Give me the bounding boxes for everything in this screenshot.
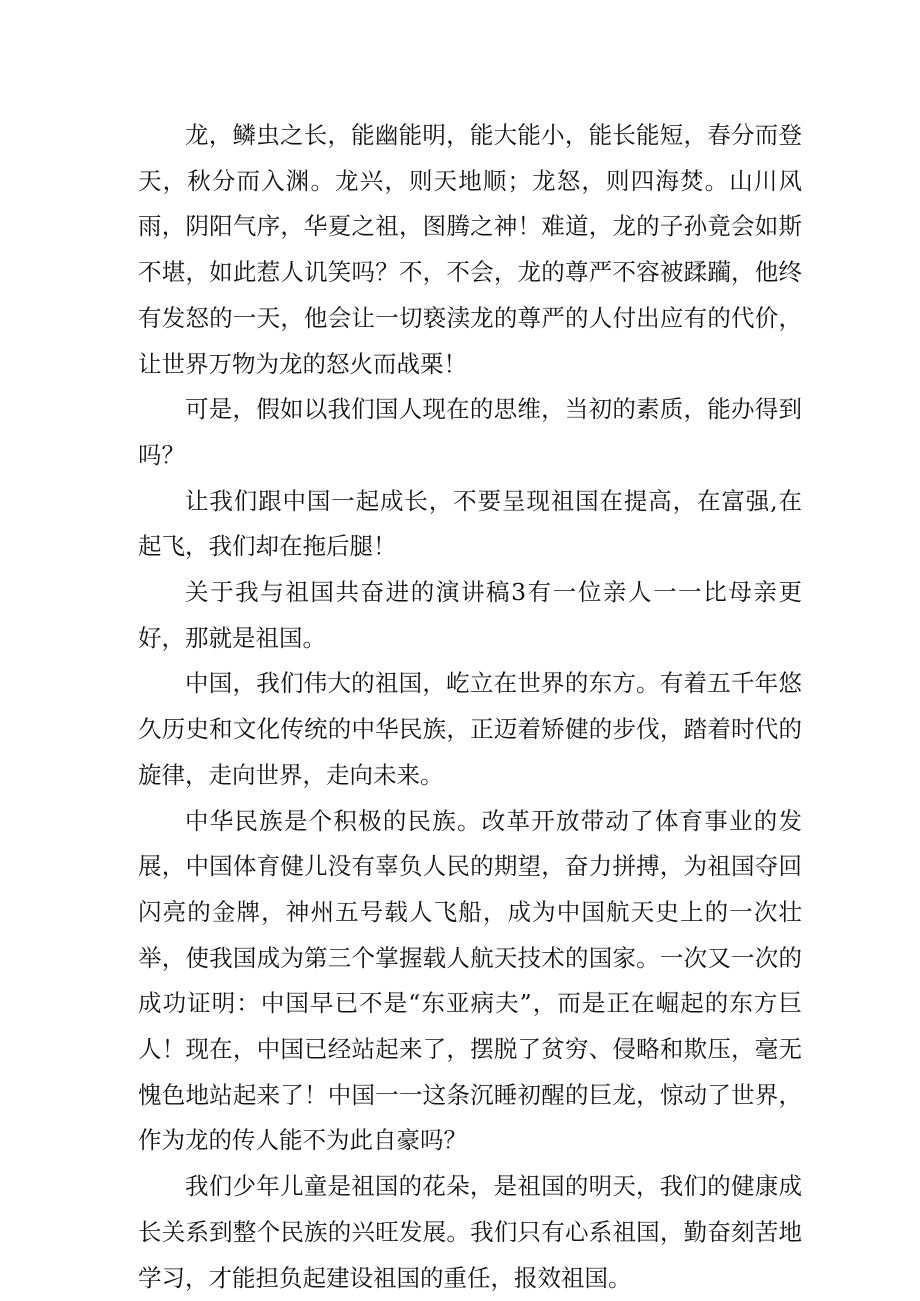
- paragraph-nation-achievements: 中华民族是个积极的民族。改革开放带动了体育事业的发展，中国体育健儿没有辜负人民的期望，奋力拼搏，为祖国夺回闪亮的金牌，神州五号载人飞船，成为中国航天史上的一次壮举，使我国成为第三个掌握载人航天技术的国家。一次又一次的成功证明：中国早已不是“东亚病夫”，而是正在崛起的东方巨人！现在，中国已经站起来了，摆脱了贫穷、侵略和欺压，毫无愧色地站起来了！中国一一这条沉睡初醒的巨龙，惊动了世界，作为龙的传人能不为此自豪吗？: [138, 806, 802, 1155]
- paragraph-grow-together: 让我们跟中国一起成长，不要呈现祖国在提高，在富强,在起飞，我们却在拖后腿！: [138, 486, 802, 561]
- paragraph-speech-3-intro: 关于我与祖国共奋进的演讲稿3有一位亲人一一比母亲更好，那就是祖国。: [138, 578, 802, 652]
- paragraph-question: 可是，假如以我们国人现在的思维，当初的素质，能办得到吗？: [138, 395, 802, 469]
- paragraph-dragon: 龙，鳞虫之长，能幽能明，能大能小，能长能短，春分而登天，秋分而入渊。龙兴，则天地顺；龙怒，则四海焚。山川风雨，阴阳气序，华夏之祖，图腾之神！难道，龙的子孙竟会如斯不堪，如此惹人讥笑吗？不，不会，龙的尊严不容被蹂躏，他终有发怒的一天，他会让一切亵渎龙的尊严的人付出应有的代价，让世界万物为龙的怒火而战栗！: [138, 121, 802, 378]
- document-body: [138, 113, 802, 1301]
- paragraph-youth: 我们少年儿童是祖国的花朵，是祖国的明天，我们的健康成长关系到整个民族的兴旺发展。我们只有心系祖国，勤奋刻苦地学习，才能担负起建设祖国的重任，报效祖国。: [138, 1172, 802, 1292]
- paragraph-china-east: 中国，我们伟大的祖国，屹立在世界的东方。有着五千年悠久历史和文化传统的中华民族，正迈着矫健的步伐，踏着时代的旋律，走向世界，走向未来。: [138, 669, 802, 789]
